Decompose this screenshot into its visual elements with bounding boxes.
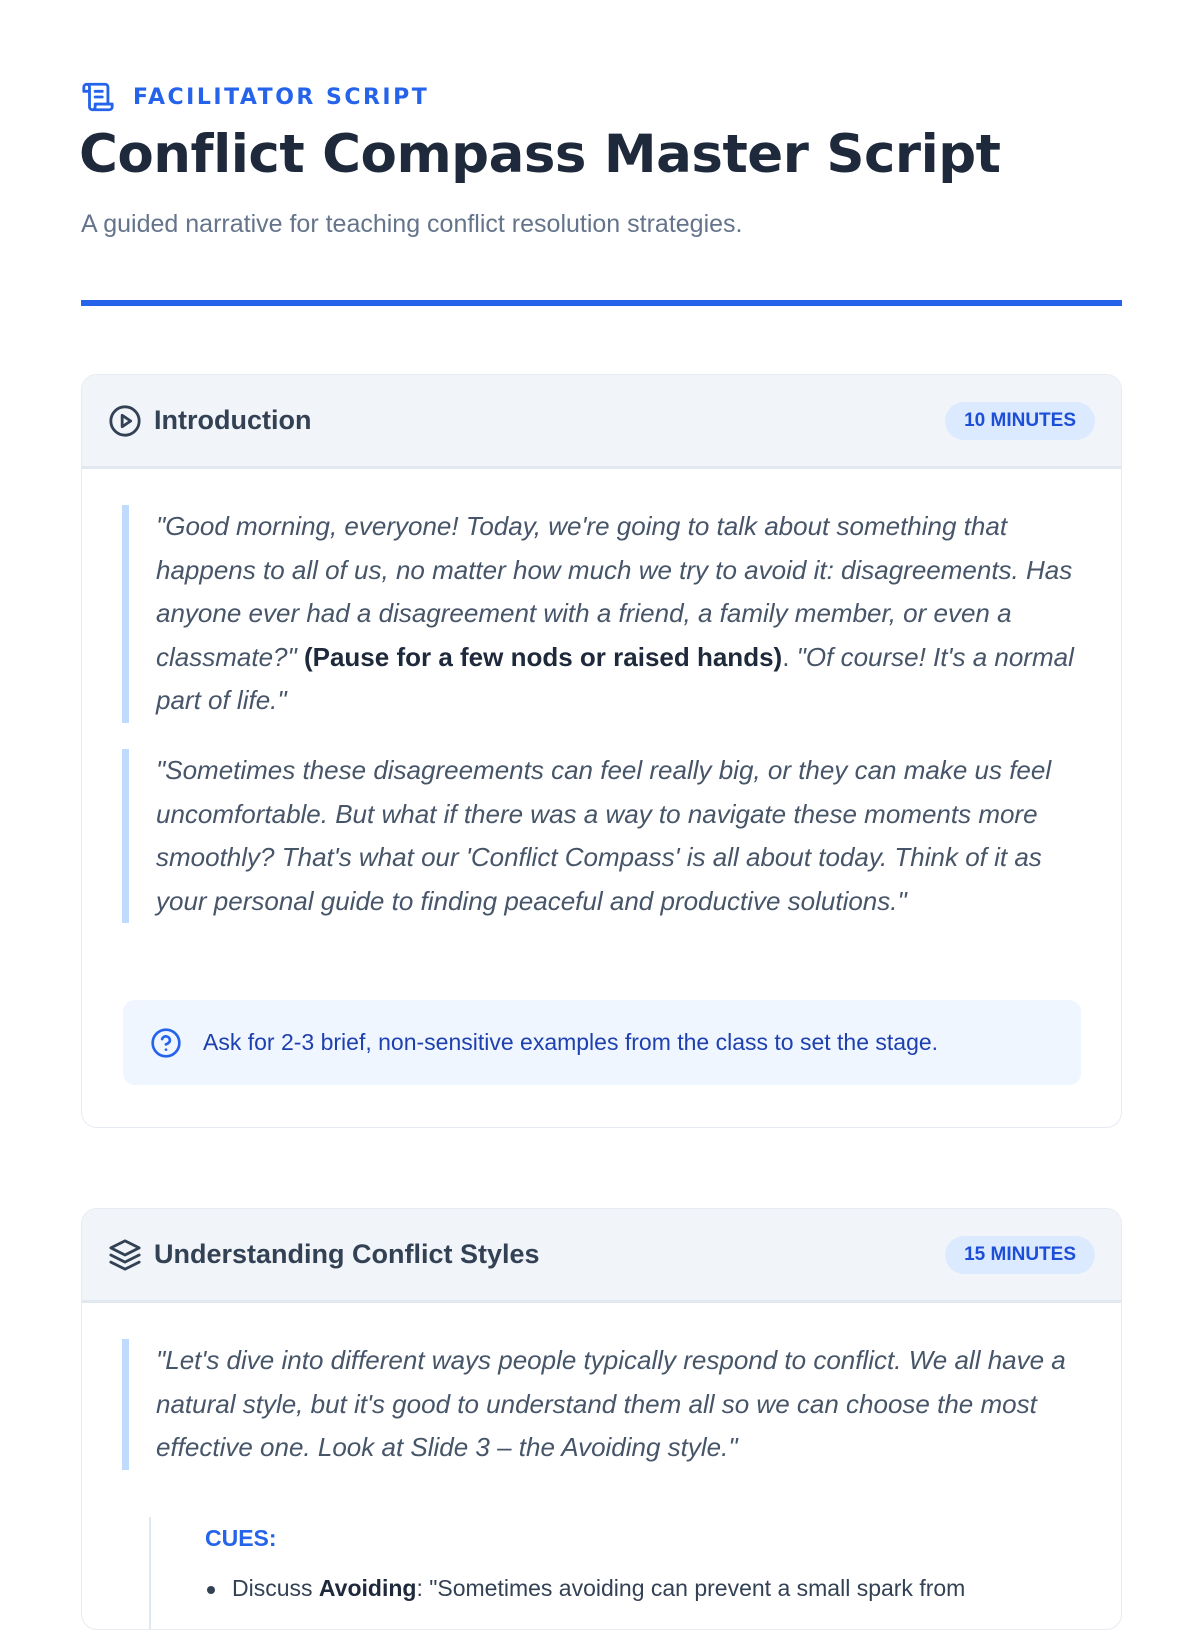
eyebrow [81, 80, 429, 114]
facilitator-note [123, 1000, 1081, 1085]
cue-prefix: Discuss [232, 1575, 319, 1601]
section-introduction [81, 374, 1122, 1128]
cue-style: Avoiding [318, 1575, 417, 1601]
quote-text: "Good morning, everyone! Today, we're going to talk about something that happens to all of us, no matter how much we try to avoid it: disagreements. Has anyone ever had a disagreement with a friend, a family member, or even a classmate?" [156, 511, 1073, 672]
stage-direction: (Pause for a few nods or raised hands) [303, 641, 783, 672]
cue-text: : "Sometimes avoiding can prevent a small spark from [416, 1575, 966, 1601]
script-quote [122, 749, 1096, 923]
cues-block [149, 1517, 1049, 1629]
scroll-icon [81, 80, 115, 114]
layers-icon [108, 1238, 142, 1272]
title-divider [81, 300, 1122, 306]
duration-badge: 15 MINUTES [945, 1236, 1095, 1274]
script-quote [122, 505, 1096, 723]
page-subtitle: A guided narrative for teaching conflict resolution strategies. [81, 210, 743, 238]
section-conflict-styles [81, 1208, 1122, 1630]
section-title: Introduction [154, 405, 312, 435]
duration-badge: 10 MINUTES [945, 402, 1095, 440]
section-title: Understanding Conflict Styles [154, 1239, 540, 1269]
note-text: Ask for 2-3 brief, non-sensitive examples from the class to set the stage. [203, 1029, 939, 1055]
section-header [82, 1209, 1121, 1303]
help-circle-icon [150, 1027, 182, 1059]
quote-text: "Of course! It's a normal part of life." [156, 641, 1074, 715]
cues-label: CUES: [205, 1525, 277, 1551]
section-header [82, 375, 1121, 469]
quote-text: "Sometimes these disagreements can feel really big, or they can make us feel uncomfortable. But what if there was a way to navigate these moments more smoothly? That's what our 'Conflict Compass' is all about today. Think of it as your personal guide to finding peaceful and productive solutions." [156, 755, 1052, 916]
script-quote [122, 1339, 1096, 1470]
quote-joiner: . [782, 641, 790, 672]
page-title: Conflict Compass Master Script [79, 124, 1001, 185]
quote-text: "Let's dive into different ways people typically respond to conflict. We all have a natural style, but it's good to understand them all so we can choose the most effective one. Look at Slide 3 – the Avoiding style." [156, 1345, 1066, 1462]
eyebrow-label: FACILITATOR SCRIPT [133, 84, 430, 110]
play-circle-icon [108, 404, 142, 438]
